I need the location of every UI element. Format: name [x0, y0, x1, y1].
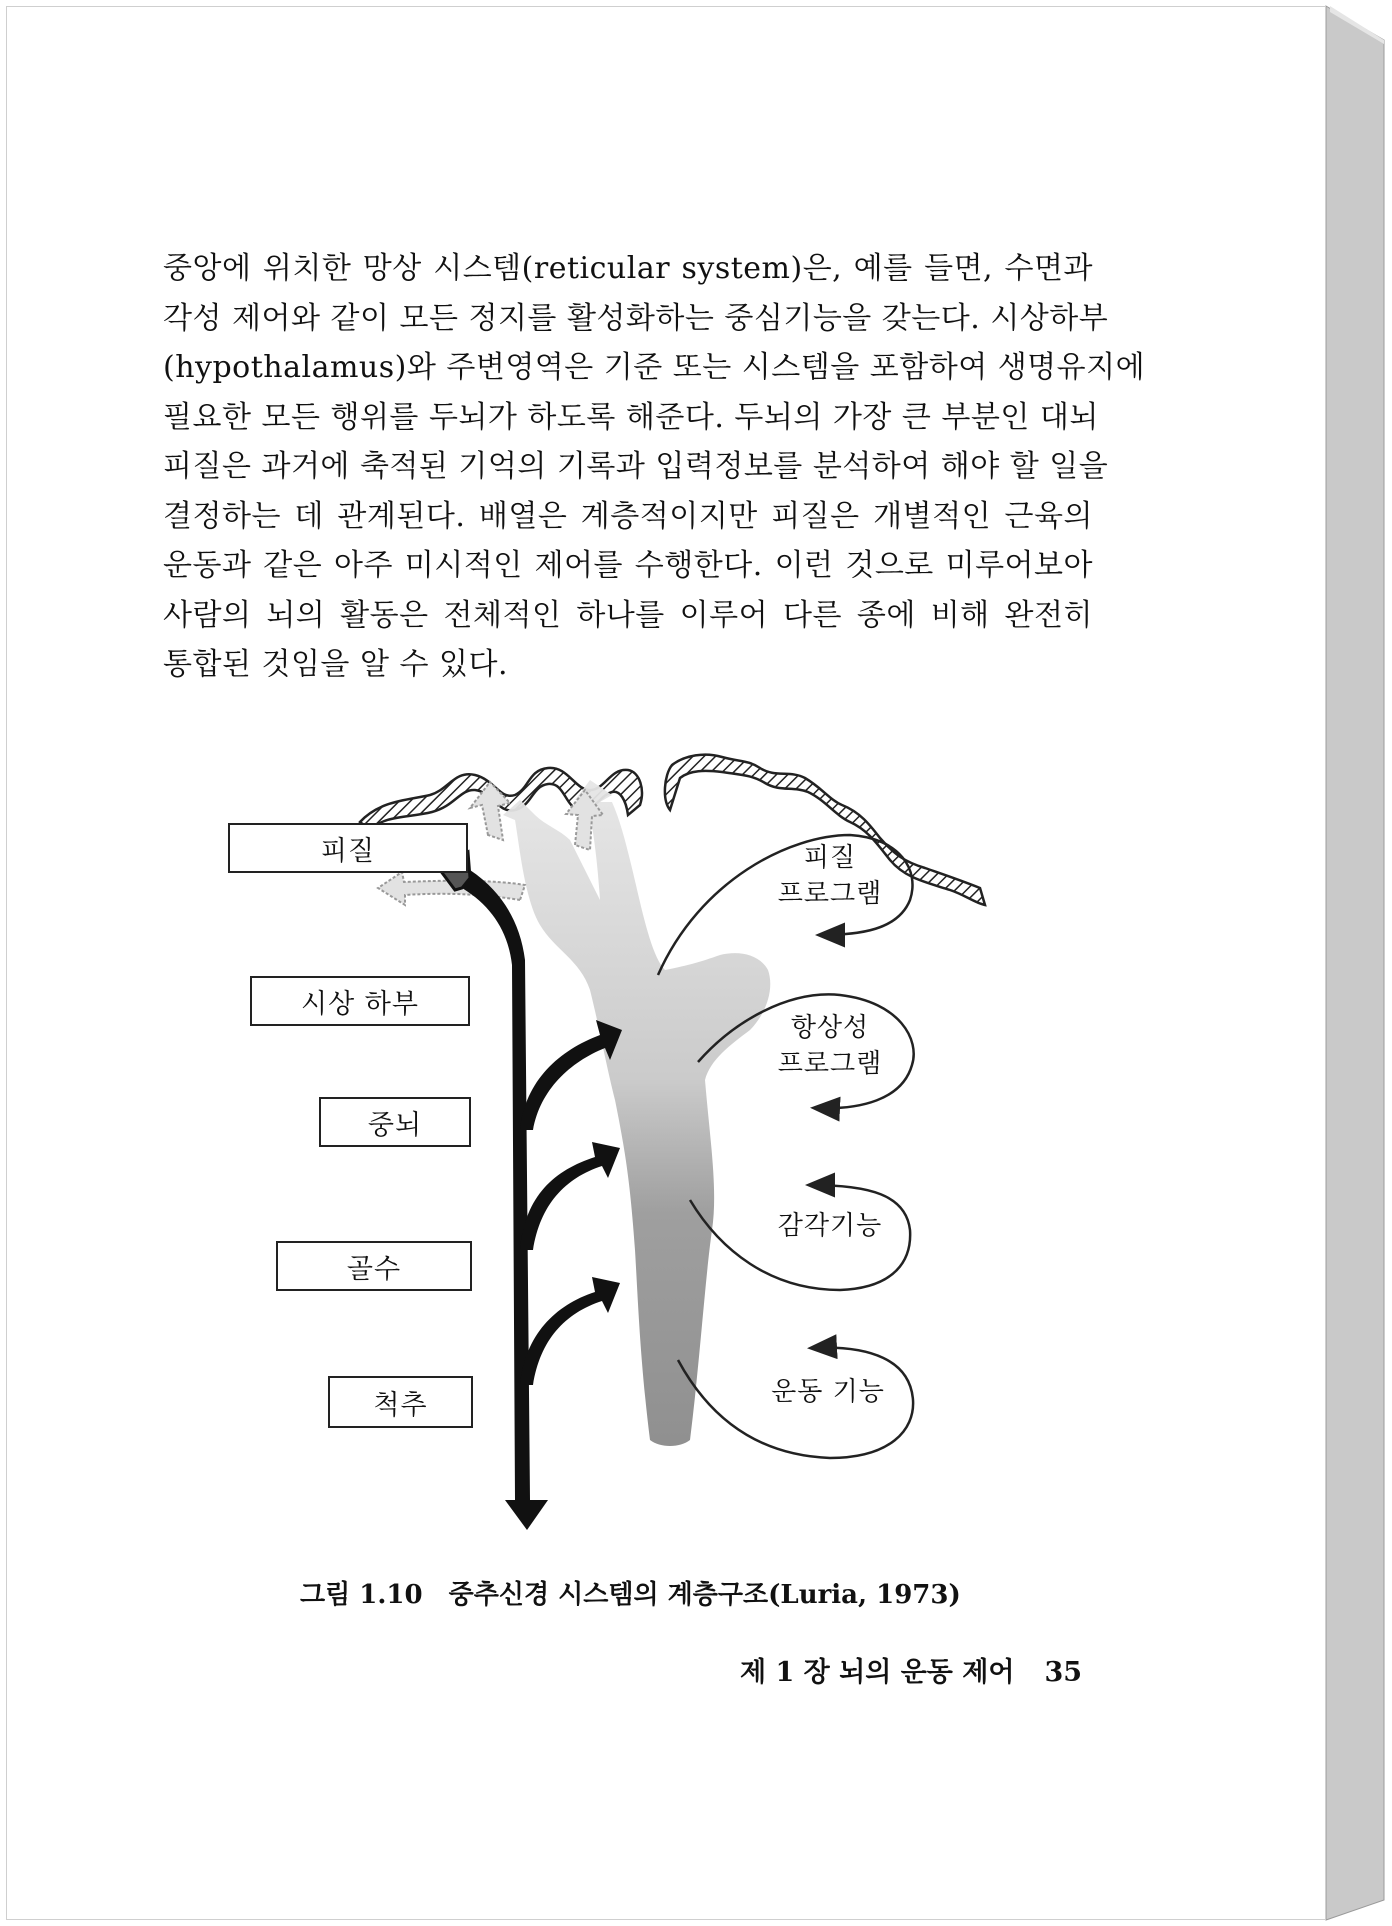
label-line: 프로그램: [777, 879, 883, 909]
page-number: 35: [1044, 1657, 1083, 1688]
label-line: 피질: [803, 843, 857, 873]
figure-caption-text: 중추신경 시스템의 계층구조(Luria, 1973): [448, 1580, 961, 1610]
label-spine: 척추: [328, 1376, 473, 1428]
label-sensory-function: 감각기능: [777, 1211, 883, 1241]
body-line: 운동과 같은 아주 미시적인 제어를 수행한다. 이런 것으로 미루어보아: [163, 548, 1093, 583]
body-line: 통합된 것임을 알 수 있다.: [163, 647, 508, 682]
body-line: 각성 제어와 같이 모든 정지를 활성화하는 중심기능을 갖는다. 시상하부: [163, 300, 1109, 336]
label-line: 항상성: [790, 1013, 870, 1043]
label-homeostasis-program: [770, 1010, 890, 1082]
body-line: 사람의 뇌의 활동은 전체적인 하나를 이루어 다른 종에 비해 완전히: [163, 597, 1093, 633]
label-medulla: 골수: [276, 1241, 472, 1291]
figure-caption: [300, 1574, 1000, 1611]
label-cortex: 피질: [228, 823, 468, 873]
body-line: 피질은 과거에 축적된 기억의 기록과 입력정보를 분석하여 해야 할 일을: [163, 449, 1109, 484]
page-footer: [740, 1650, 1083, 1689]
label-hypothalamus: 시상 하부: [250, 976, 470, 1026]
body-line: (hypothalamus)와 주변영역은 기준 또는 시스템을 포함하여 생명유지에: [163, 350, 1146, 385]
label-cortex-program: [770, 840, 890, 912]
label-midbrain: 중뇌: [319, 1097, 471, 1147]
label-motor-function: 운동 기능: [771, 1377, 885, 1407]
body-line: 결정하는 데 관계된다. 배열은 계층적이지만 피질은 개별적인 근육의: [163, 498, 1093, 534]
label-line: 프로그램: [777, 1049, 883, 1079]
body-line: 중앙에 위치한 망상 시스템(reticular system)은, 예를 들면, 수면과: [163, 251, 1093, 286]
body-line: 필요한 모든 행위를 두뇌가 하도록 해준다. 두뇌의 가장 큰 부분인 대뇌: [163, 399, 1099, 435]
chapter-title: 제 1 장 뇌의 운동 제어: [740, 1657, 1015, 1688]
figure-number: 그림 1.10: [300, 1580, 423, 1610]
